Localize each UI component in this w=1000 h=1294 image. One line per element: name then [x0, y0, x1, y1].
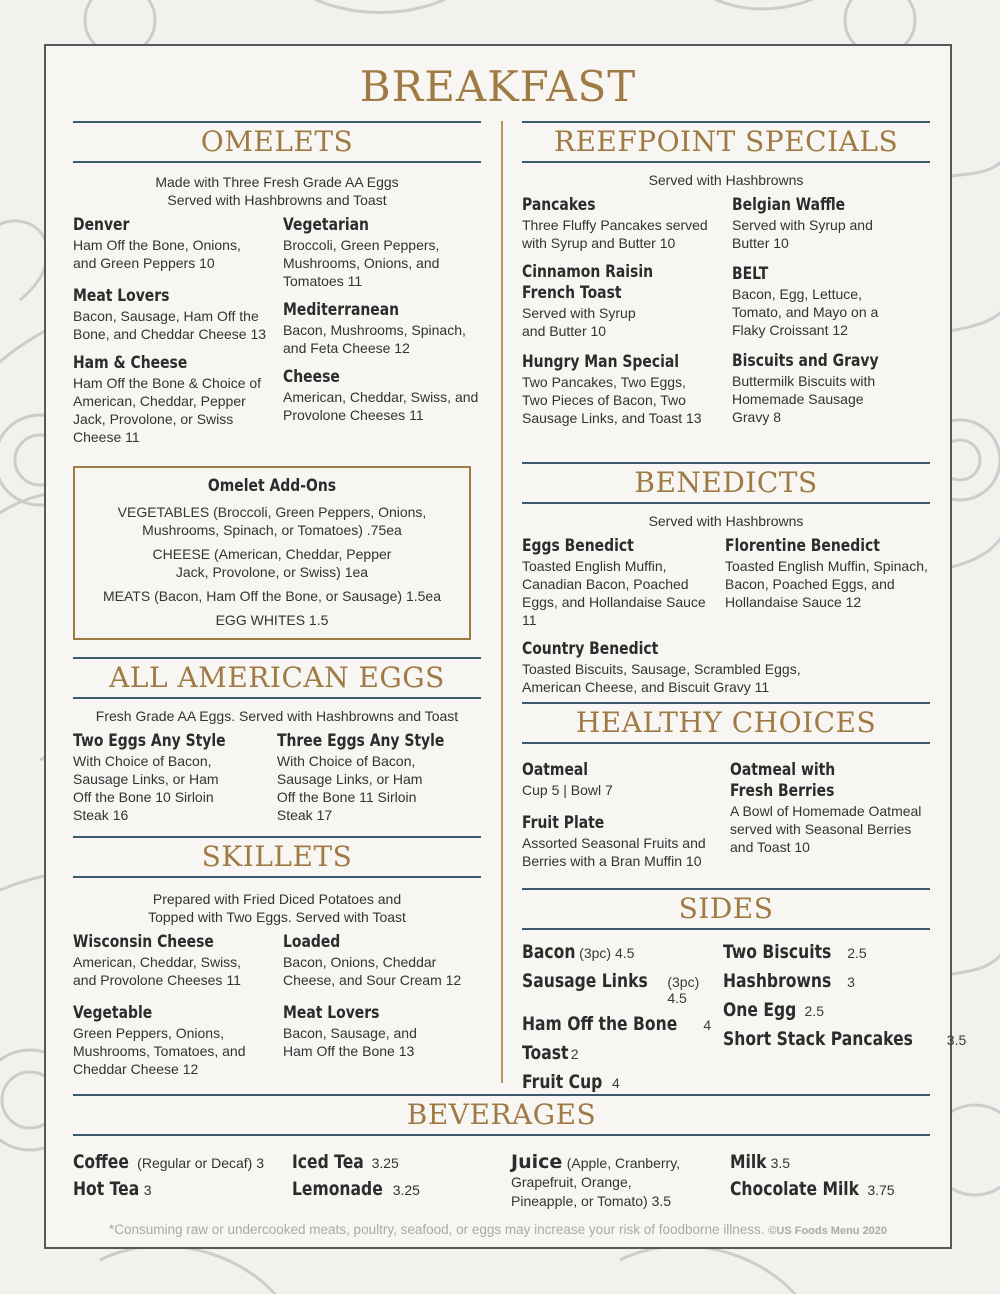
footer-disclaimer: *Consuming raw or undercooked meats, poultry, seafood, or eggs may increase your risk of foodborne illness. ©US Foods Menu 2020	[108, 1222, 888, 1237]
menu-item: Meat Lovers Bacon, Sausage, and Ham Off the Bone 13	[283, 1003, 417, 1059]
menu-item: Country Benedict Toasted Biscuits, Sausage, Scrambled Eggs, American Cheese, and Biscuit Gravy 11	[522, 639, 801, 695]
menu-item: Hungry Man Special Two Pancakes, Two Eggs, Two Pieces of Bacon, Two Sausage Links, and Toast 13	[522, 352, 702, 426]
side-item: Toast 2	[522, 1042, 579, 1064]
beverages-juice: Juice (Apple, Cranberry, Grapefruit, Orange, Pineapple, or Tomato) 3.5	[511, 1151, 681, 1209]
menu-item: Two Eggs Any Style With Choice of Bacon, Sausage Links, or Ham Off the Bone 10 Sirloin Steak 16	[73, 731, 226, 823]
menu-item: Cheese American, Cheddar, Swiss, and Provolone Cheeses 11	[283, 367, 479, 423]
menu-item: Fruit Plate Assorted Seasonal Fruits and Berries with a Bran Muffin 10	[522, 813, 706, 869]
sides-heading: SIDES	[678, 892, 774, 925]
page-title: BREAKFAST	[359, 62, 637, 111]
menu-item: Loaded Bacon, Onions, Cheddar Cheese, and Sour Cream 12	[283, 932, 462, 988]
beverages-heading: BEVERAGES	[406, 1098, 597, 1131]
section-rule	[73, 1134, 930, 1136]
menu-item: Vegetable Green Peppers, Onions, Mushrooms, Tomatoes, and Cheddar Cheese 12	[73, 1003, 246, 1077]
menu-panel	[44, 44, 967, 1249]
menu-item: Florentine Benedict Toasted English Muffin, Spinach, Bacon, Poached Eggs, and Hollandaise Sauce 12	[725, 536, 928, 610]
addon-line: VEGETABLES (Broccoli, Green Peppers, Onions, Mushrooms, Spinach, or Tomatoes) .75ea	[117, 504, 427, 538]
section-rule	[522, 502, 930, 504]
beverages-col-4	[730, 1152, 895, 1206]
menu-item: Denver Ham Off the Bone, Onions, and Green Peppers 10	[73, 215, 241, 271]
side-item: Sausage Links (3pc) 4.5	[522, 970, 700, 1006]
benedicts-subtitle: Served with Hashbrowns	[648, 513, 804, 529]
section-rule	[522, 928, 930, 930]
beverages-section	[73, 1094, 930, 1136]
side-item: Hashbrowns 3	[723, 970, 855, 992]
beverage-item: Hot Tea 3	[73, 1178, 152, 1200]
side-item: Bacon (3pc) 4.5	[522, 941, 635, 963]
section-rule	[73, 697, 481, 699]
column-divider	[501, 121, 503, 1083]
american-eggs-subtitle: Fresh Grade AA Eggs. Served with Hashbrowns and Toast	[95, 708, 459, 724]
specials-heading: REEFPOINT SPECIALS	[553, 125, 899, 158]
beverage-item: Chocolate Milk 3.75	[730, 1178, 895, 1200]
benedicts-section	[522, 462, 930, 696]
addons-heading: Omelet Add-Ons	[207, 476, 337, 496]
specials-section	[522, 121, 930, 427]
american-eggs-heading: ALL AMERICAN EGGS	[109, 661, 445, 694]
skillets-section	[73, 836, 481, 1078]
menu-item: Cinnamon Raisin French Toast Served with Syrup and Butter 10	[522, 262, 654, 339]
side-item: Fruit Cup 4	[522, 1071, 620, 1093]
addon-line: CHEESE (American, Cheddar, Pepper Jack, Provolone, or Swiss) 1ea	[152, 546, 392, 580]
menu-item: Oatmeal Cup 5 | Bowl 7	[522, 760, 613, 798]
section-rule	[73, 876, 481, 878]
american-eggs-section	[73, 657, 481, 824]
addon-line: EGG WHITES 1.5	[215, 612, 329, 628]
menu-item: BELT Bacon, Egg, Lettuce, Tomato, and Mayo on a Flaky Croissant 12	[732, 264, 879, 338]
menu-item: Eggs Benedict Toasted English Muffin, Canadian Bacon, Poached Eggs, and Hollandaise Sauce 11	[522, 536, 706, 628]
beverage-item: Coffee (Regular or Decaf) 3	[73, 1151, 264, 1173]
sides-section	[522, 888, 967, 1101]
menu-item: Meat Lovers Bacon, Sausage, Ham Off the Bone, and Cheddar Cheese 13	[73, 286, 267, 342]
menu-item: Belgian Waffle Served with Syrup and Butter 10	[732, 195, 873, 251]
beverage-item: Milk 3.5	[730, 1151, 791, 1173]
beverage-item: Iced Tea 3.25	[292, 1151, 399, 1173]
beverage-item: Lemonade 3.25	[292, 1178, 420, 1200]
benedicts-heading: BENEDICTS	[634, 466, 818, 499]
beverages-col-1	[73, 1152, 264, 1206]
omelets-heading: OMELETS	[200, 125, 354, 158]
omelets-subtitle: Made with Three Fresh Grade AA Eggs Served with Hashbrowns and Toast	[155, 174, 399, 208]
menu-item: Oatmeal with Fresh Berries A Bowl of Homemade Oatmeal served with Seasonal Berries and Toast 10	[730, 760, 922, 855]
section-rule	[522, 161, 930, 163]
menu-item: Ham & Cheese Ham Off the Bone & Choice of American, Cheddar, Pepper Jack, Provolone, or Swiss Cheese 11	[73, 353, 262, 445]
specials-subtitle: Served with Hashbrowns	[648, 172, 804, 188]
beverages-col-2	[292, 1152, 420, 1206]
side-item: Two Biscuits 2.5	[723, 941, 867, 963]
addon-line: MEATS (Bacon, Ham Off the Bone, or Sausage) 1.5ea	[103, 588, 441, 604]
menu-item: Mediterranean Bacon, Mushrooms, Spinach, and Feta Cheese 12	[283, 300, 466, 356]
side-item: One Egg 2.5	[723, 999, 824, 1021]
healthy-section	[522, 702, 930, 870]
skillets-subtitle: Prepared with Fried Diced Potatoes and Topped with Two Eggs. Served with Toast	[148, 891, 406, 925]
menu-item: Vegetarian Broccoli, Green Peppers, Mushrooms, Onions, and Tomatoes 11	[283, 215, 440, 289]
omelet-addons-box	[73, 466, 471, 640]
healthy-heading: HEALTHY CHOICES	[575, 706, 877, 739]
menu-item: Wisconsin Cheese American, Cheddar, Swiss, and Provolone Cheeses 11	[73, 932, 242, 988]
copyright: ©US Foods Menu 2020	[768, 1225, 888, 1237]
menu-item: Three Eggs Any Style With Choice of Bacon, Sausage Links, or Ham Off the Bone 11 Sirloin Steak 17	[276, 731, 445, 823]
menu-item: Pancakes Three Fluffy Pancakes served with Syrup and Butter 10	[522, 195, 708, 251]
skillets-heading: SKILLETS	[201, 840, 353, 873]
side-item: Ham Off the Bone 4	[522, 1013, 712, 1035]
side-item: Short Stack Pancakes 3.5	[723, 1028, 967, 1050]
section-rule	[522, 742, 930, 744]
section-rule	[73, 161, 481, 163]
omelets-section	[73, 121, 481, 446]
menu-item: Biscuits and Gravy Buttermilk Biscuits with Homemade Sausage Gravy 8	[732, 351, 879, 425]
